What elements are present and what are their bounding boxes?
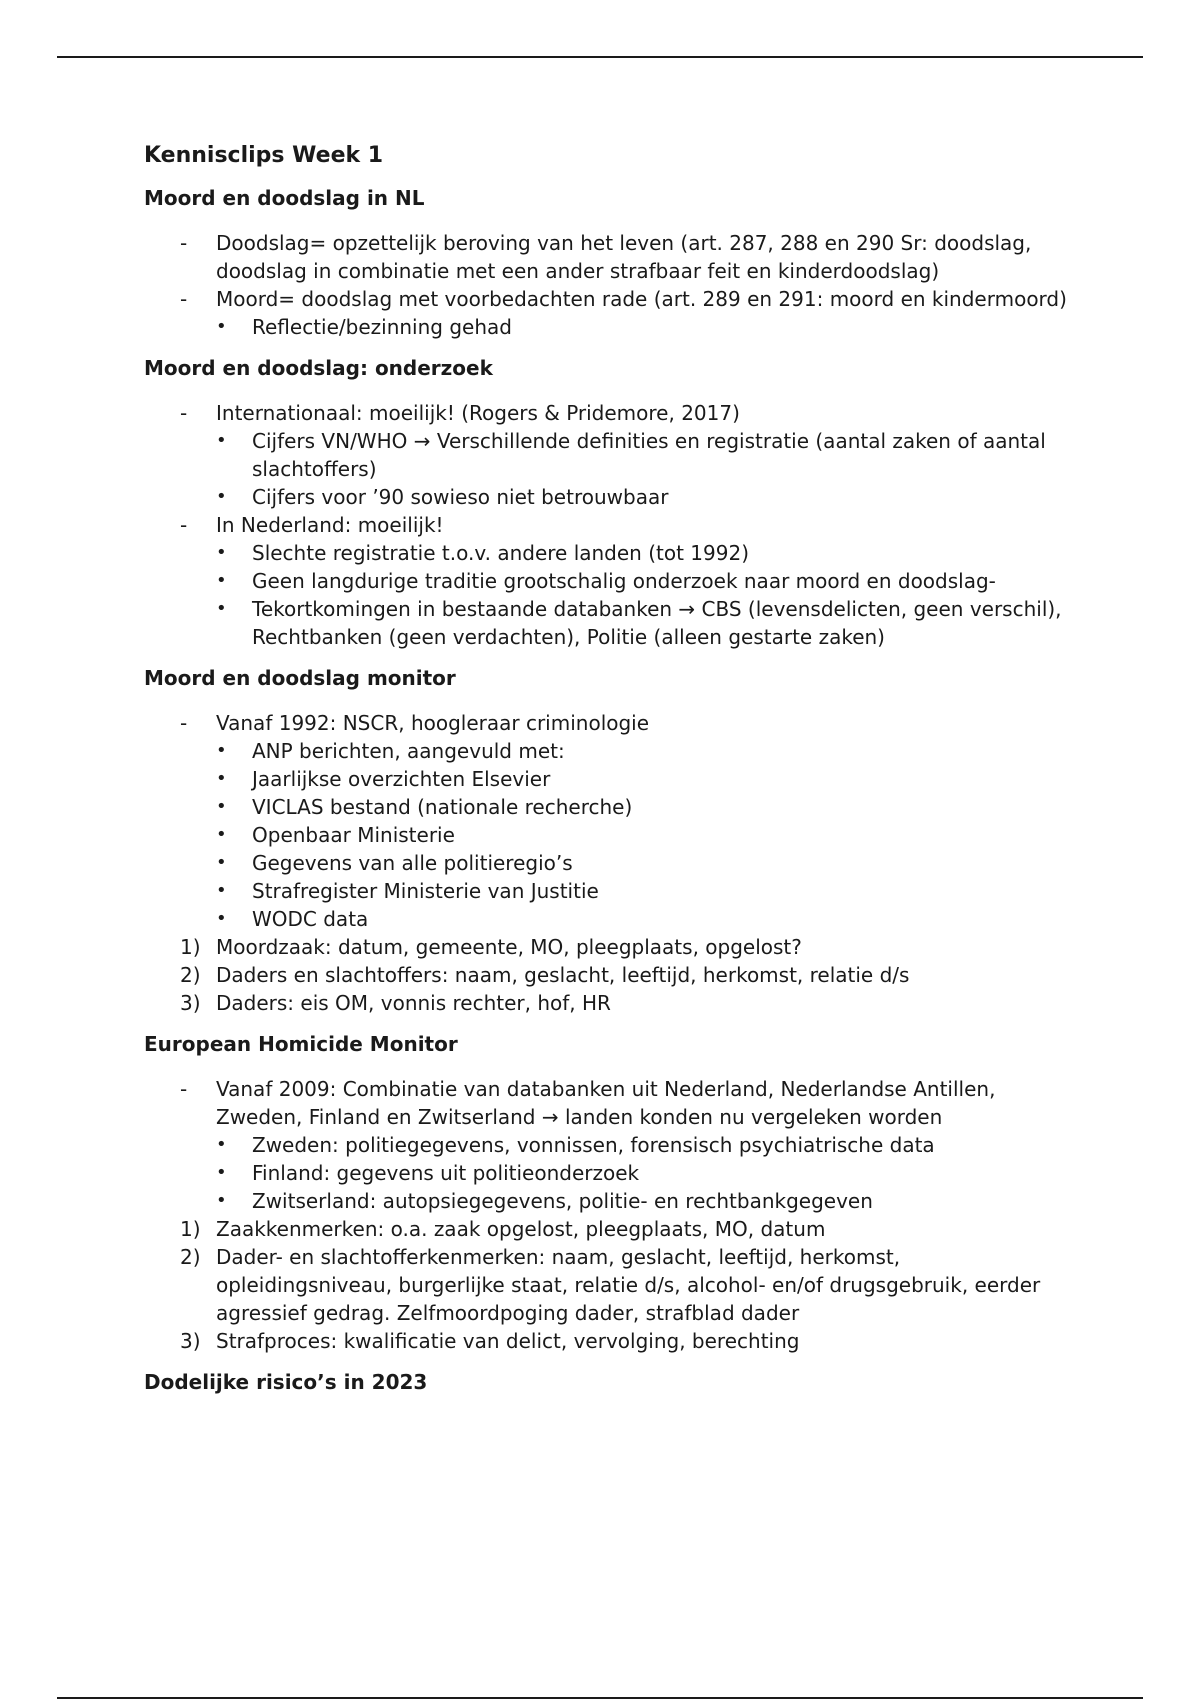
bullet-marker: • [216, 796, 227, 817]
list-number: 2) [180, 1245, 201, 1269]
bullet-item [144, 1187, 1074, 1215]
bullet-item [144, 313, 1074, 341]
item-text: Jaarlijkse overzichten Elsevier [252, 767, 551, 791]
bullet-item [144, 539, 1074, 567]
item-text: Strafproces: kwalificatie van delict, vervolging, berechting [216, 1329, 800, 1353]
numbered-item [144, 933, 1074, 961]
bullet-item [144, 1131, 1074, 1159]
footer-rule [57, 1697, 1143, 1699]
bullet-item [144, 793, 1074, 821]
dash-item [144, 229, 1074, 285]
list-number: 3) [180, 991, 201, 1015]
item-text: Tekortkomingen in bestaande databanken → CBS (levensdelicten, geen verschil), Rechtbanken (geen verdachten), Politie (alleen gestarte zaken) [252, 597, 1062, 649]
sections-container [144, 185, 1074, 1355]
dash-item [144, 511, 1074, 539]
item-text: Finland: gegevens uit politieonderzoek [252, 1161, 640, 1185]
bullet-marker: • [216, 1162, 227, 1183]
dash-marker: - [180, 401, 188, 425]
bullet-marker: • [216, 570, 227, 591]
bullet-marker: • [216, 768, 227, 789]
bullet-marker: • [216, 430, 227, 451]
numbered-item [144, 1215, 1074, 1243]
bullet-item [144, 877, 1074, 905]
bullet-item [144, 1159, 1074, 1187]
numbered-item [144, 1327, 1074, 1355]
bullet-marker: • [216, 908, 227, 929]
dash-item [144, 1075, 1074, 1131]
item-text: Openbaar Ministerie [252, 823, 455, 847]
section-heading: Moord en doodslag monitor [144, 666, 456, 690]
bullet-marker: • [216, 740, 227, 761]
bullet-item [144, 483, 1074, 511]
item-text: WODC data [252, 907, 369, 931]
item-text: Daders: eis OM, vonnis rechter, hof, HR [216, 991, 611, 1015]
bullet-item [144, 567, 1074, 595]
dash-marker: - [180, 513, 188, 537]
section [144, 1031, 1074, 1355]
item-text: Vanaf 2009: Combinatie van databanken uit Nederland, Nederlandse Antillen, Zweden, Finland en Zwitserland → landen konden nu vergeleken worden [216, 1077, 996, 1129]
dash-item [144, 709, 1074, 737]
numbered-item [144, 961, 1074, 989]
dash-marker: - [180, 711, 188, 735]
section-heading: Moord en doodslag: onderzoek [144, 356, 493, 380]
bullet-item [144, 427, 1074, 483]
item-text: Zweden: politiegegevens, vonnissen, forensisch psychiatrische data [252, 1133, 935, 1157]
bullet-marker: • [216, 852, 227, 873]
bullet-item [144, 595, 1074, 651]
bullet-item [144, 905, 1074, 933]
item-text: Gegevens van alle politieregio’s [252, 851, 573, 875]
document-title: Kennisclips Week 1 [144, 143, 384, 168]
document-body [144, 142, 1074, 1413]
item-text: Zwitserland: autopsiegegevens, politie- en rechtbankgegeven [252, 1189, 873, 1213]
bullet-marker: • [216, 316, 227, 337]
section [144, 185, 1074, 341]
bullet-marker: • [216, 542, 227, 563]
bullet-item [144, 849, 1074, 877]
item-text: Strafregister Ministerie van Justitie [252, 879, 599, 903]
numbered-item [144, 989, 1074, 1017]
item-text: ANP berichten, aangevuld met: [252, 739, 565, 763]
section [144, 355, 1074, 651]
bullet-marker: • [216, 880, 227, 901]
item-text: In Nederland: moeilijk! [216, 513, 444, 537]
dash-marker: - [180, 287, 188, 311]
section [144, 665, 1074, 1017]
item-text: Cijfers voor ’90 sowieso niet betrouwbaar [252, 485, 669, 509]
bullet-item [144, 821, 1074, 849]
bullet-marker: • [216, 486, 227, 507]
item-text: Cijfers VN/WHO → Verschillende definities en registratie (aantal zaken of aantal slachtoffers) [252, 429, 1046, 481]
item-text: Moord= doodslag met voorbedachten rade (art. 289 en 291: moord en kindermoord) [216, 287, 1067, 311]
section-heading: European Homicide Monitor [144, 1032, 458, 1056]
section-heading: Moord en doodslag in NL [144, 186, 425, 210]
dash-item [144, 285, 1074, 313]
list-number: 1) [180, 935, 201, 959]
section-heading-final: Dodelijke risico’s in 2023 [144, 1370, 428, 1394]
item-text: Moordzaak: datum, gemeente, MO, pleegplaats, opgelost? [216, 935, 802, 959]
header-rule [57, 56, 1143, 58]
item-text: Dader- en slachtofferkenmerken: naam, geslacht, leeftijd, herkomst, opleidingsniveau, burgerlijke staat, relatie d/s, alcohol- en/of drugsgebruik, eerder agressief gedrag. Zelfmoordpoging dader, strafblad dader [216, 1245, 1041, 1325]
list-number: 1) [180, 1217, 201, 1241]
item-text: Reflectie/bezinning gehad [252, 315, 512, 339]
item-text: Geen langdurige traditie grootschalig onderzoek naar moord en doodslag- [252, 569, 996, 593]
item-text: Internationaal: moeilijk! (Rogers & Pridemore, 2017) [216, 401, 740, 425]
bullet-marker: • [216, 1190, 227, 1211]
item-text: Vanaf 1992: NSCR, hoogleraar criminologie [216, 711, 650, 735]
dash-item [144, 399, 1074, 427]
bullet-item [144, 737, 1074, 765]
item-text: VICLAS bestand (nationale recherche) [252, 795, 633, 819]
bullet-marker: • [216, 1134, 227, 1155]
item-text: Slechte registratie t.o.v. andere landen (tot 1992) [252, 541, 749, 565]
list-number: 2) [180, 963, 201, 987]
item-text: Daders en slachtoffers: naam, geslacht, leeftijd, herkomst, relatie d/s [216, 963, 910, 987]
bullet-item [144, 765, 1074, 793]
item-text: Zaakkenmerken: o.a. zaak opgelost, pleegplaats, MO, datum [216, 1217, 826, 1241]
item-text: Doodslag= opzettelijk beroving van het leven (art. 287, 288 en 290 Sr: doodslag, doodslag in combinatie met een ander strafbaar feit en kinderdoodslag) [216, 231, 1032, 283]
bullet-marker: • [216, 824, 227, 845]
dash-marker: - [180, 231, 188, 255]
dash-marker: - [180, 1077, 188, 1101]
list-number: 3) [180, 1329, 201, 1353]
numbered-item [144, 1243, 1074, 1327]
bullet-marker: • [216, 598, 227, 619]
